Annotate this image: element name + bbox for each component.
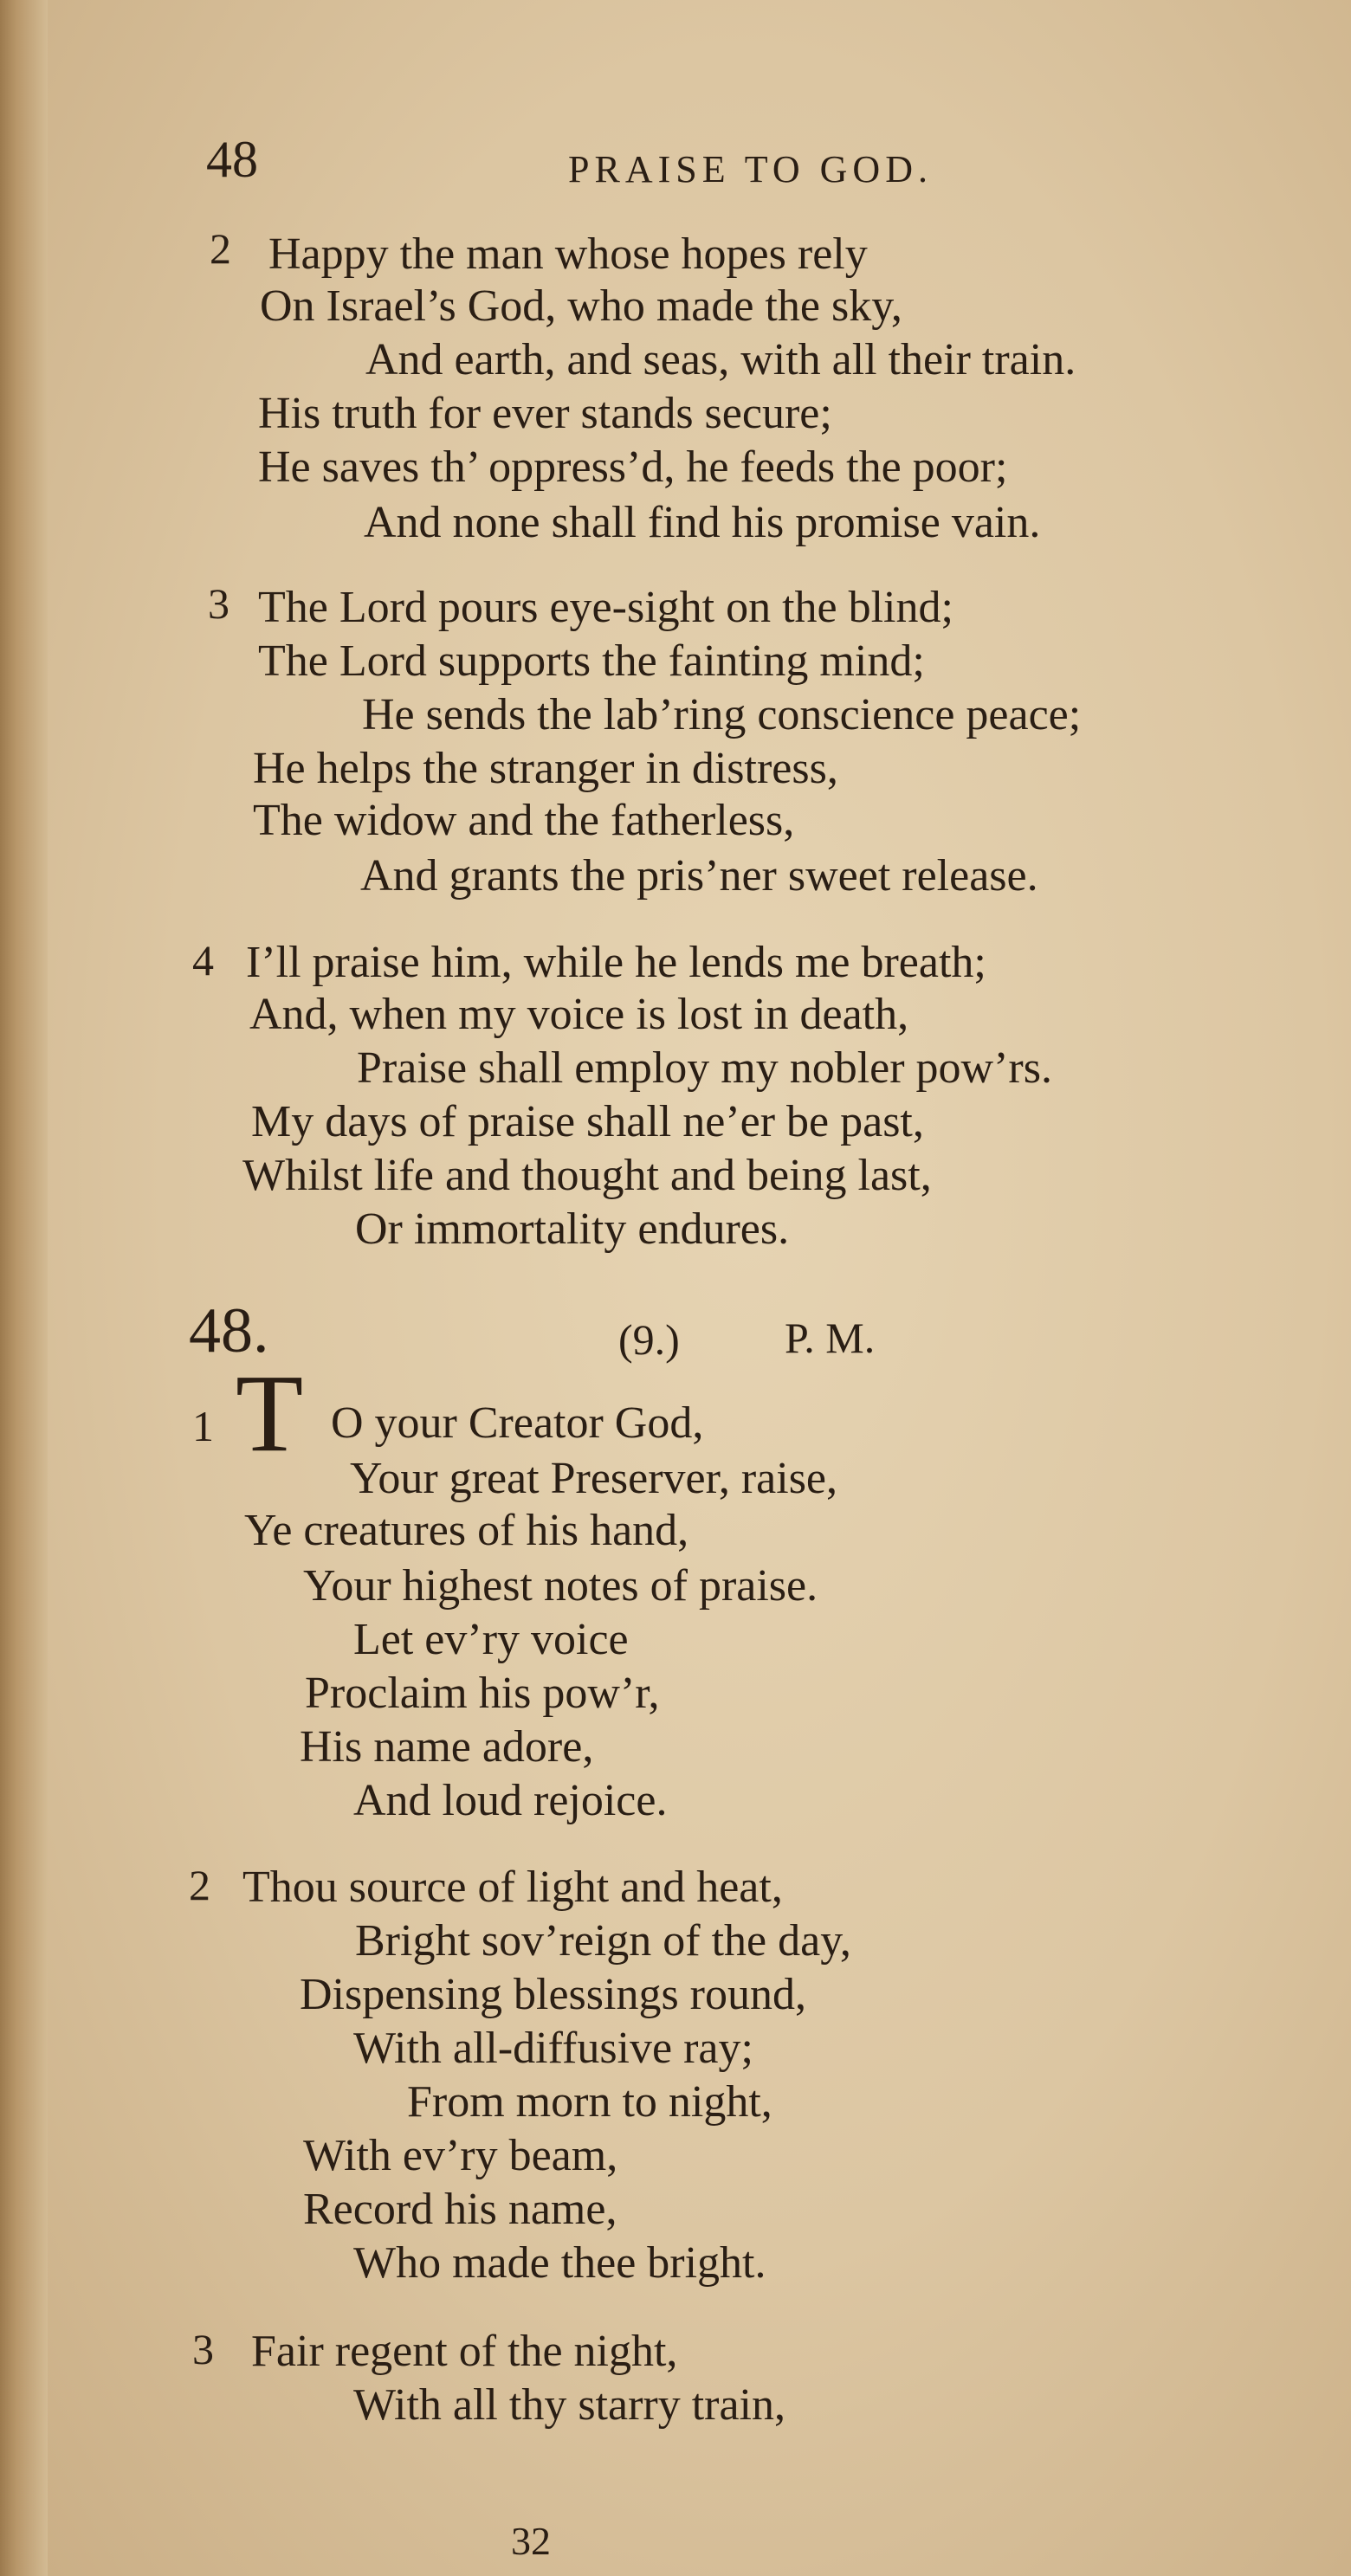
verse-line: On Israel’s God, who made the sky, (260, 281, 902, 331)
verse-line: Ye creatures of his hand, (244, 1506, 689, 1555)
verse-line: His name adore, (300, 1722, 594, 1772)
verse-line: The widow and the fatherless, (253, 796, 795, 845)
verse-line: Your highest notes of praise. (303, 1561, 818, 1611)
page-binding-edge (0, 0, 48, 2576)
stanza-number: 2 (189, 1861, 210, 1909)
verse-line: He saves th’ oppress’d, he feeds the poor; (258, 442, 1008, 492)
verse-line: O your Creator God, (331, 1398, 704, 1448)
verse-line: Fair regent of the night, (251, 2327, 678, 2376)
verse-line: The Lord supports the fainting mind; (258, 636, 925, 686)
verse-line: He helps the stranger in distress, (253, 744, 838, 793)
stanza-number: 1 (192, 1402, 214, 1450)
verse-line: And earth, and seas, with all their train. (365, 335, 1076, 384)
verse-line: He sends the lab’ring conscience peace; (362, 690, 1082, 739)
verse-line: Whilst life and thought and being last, (242, 1151, 932, 1200)
verse-line: Dispensing blessings round, (300, 1970, 806, 2019)
stanza-number: 3 (192, 2325, 214, 2373)
tune-number: (9.) (618, 1315, 680, 1364)
page-number: 48 (206, 131, 258, 188)
verse-line: Or immortality endures. (355, 1204, 790, 1254)
verse-line: The Lord pours eye-sight on the blind; (258, 583, 953, 632)
verse-line: Praise shall employ my nobler pow’rs. (357, 1043, 1052, 1093)
hymn-number: 48. (189, 1295, 269, 1366)
stanza-number: 2 (210, 224, 231, 273)
verse-line: Let ev’ry voice (353, 1615, 629, 1664)
verse-line: My days of praise shall ne’er be past, (251, 1097, 924, 1146)
verse-line: Your great Preserver, raise, (350, 1454, 838, 1503)
verse-line: Proclaim his pow’r, (305, 1669, 660, 1718)
verse-line: From morn to night, (407, 2077, 772, 2127)
verse-line: Bright sov’reign of the day, (355, 1916, 851, 1966)
hymn-meter: P. M. (785, 1314, 876, 1362)
verse-line: And none shall find his promise vain. (364, 498, 1041, 547)
verse-line: Thou source of light and heat, (242, 1863, 783, 1912)
verse-line: Who made thee bright. (353, 2238, 766, 2288)
verse-line: Happy the man whose hopes rely (268, 229, 868, 279)
verse-line: And grants the pris’ner sweet release. (360, 851, 1038, 901)
stanza-number: 3 (208, 579, 229, 628)
drop-cap: T (236, 1352, 304, 1475)
verse-line: With ev’ry beam, (303, 2131, 618, 2180)
verse-line: With all-diffusive ray; (353, 2024, 753, 2073)
running-title: PRAISE TO GOD. (568, 148, 933, 190)
signature-mark: 32 (511, 2519, 551, 2563)
verse-line: His truth for ever stands secure; (258, 389, 832, 438)
verse-line: I’ll praise him, while he lends me breath; (246, 938, 986, 987)
verse-line: And loud rejoice. (353, 1776, 668, 1825)
verse-line: Record his name, (303, 2185, 617, 2234)
verse-line: With all thy starry train, (353, 2380, 786, 2430)
verse-line: And, when my voice is lost in death, (249, 990, 909, 1039)
page-header (206, 130, 1072, 199)
stanza-number: 4 (192, 936, 214, 985)
